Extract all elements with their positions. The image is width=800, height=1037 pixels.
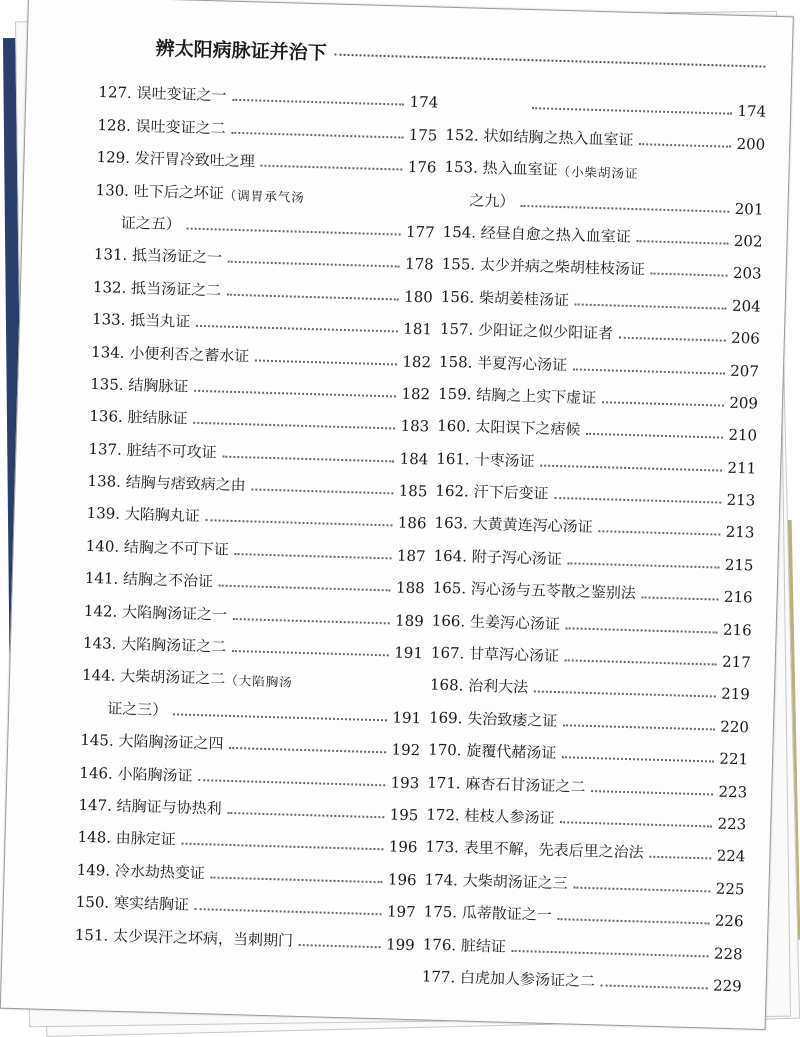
leader-dots: [599, 531, 721, 536]
toc-entry-title: 153. 热入血室证: [444, 157, 558, 180]
toc-entry-title: 133. 抵当丸证: [91, 310, 191, 331]
leader-dots: [554, 497, 721, 504]
toc-entry-title: 144. 大柴胡汤证之二: [81, 666, 226, 689]
leader-dots: [228, 261, 400, 268]
toc-column-right: [422, 80, 767, 996]
toc-entry-title: 175. 瓜蒂散证之一: [423, 902, 553, 925]
leader-dots: [193, 422, 395, 430]
toc-entry-title: 149. 冷水劫热变证: [76, 860, 206, 883]
leader-dots: [562, 756, 714, 762]
toc-entry-title: 136. 脏结脉证: [89, 407, 188, 428]
leader-dots: [232, 99, 404, 106]
toc-entry-page: 204: [731, 296, 761, 316]
leader-dots: [211, 876, 383, 883]
leader-dots: [642, 597, 719, 601]
toc-entry-page: 216: [722, 620, 752, 640]
leader-dots: [335, 54, 766, 68]
toc-entry-title: 155. 太少并病之柴胡桂枝汤证: [441, 255, 646, 279]
leader-dots: [198, 779, 385, 786]
toc-entry-title: 154. 经昼自愈之热入血室证: [442, 222, 632, 246]
toc-entry-title: 130. 吐下后之坏证: [95, 180, 225, 203]
section-heading-row: [155, 34, 766, 78]
leader-dots: [228, 812, 385, 818]
leader-dots: [196, 325, 398, 333]
toc-entry-title: 135. 结胸脉证: [90, 374, 189, 396]
leader-dots: [229, 747, 386, 753]
leader-dots: [173, 713, 387, 721]
leader-dots: [227, 293, 399, 300]
toc-entry-page: 199: [385, 934, 416, 954]
toc-entry-title: 177. 白虎加人参汤证之二: [421, 967, 596, 991]
leader-dots: [639, 143, 731, 148]
leader-dots: [187, 227, 401, 235]
toc-entry-title: 139. 大陷胸丸证: [86, 504, 201, 526]
toc-entry-title: 168. 治利大法: [429, 675, 529, 697]
leader-dots: [565, 659, 717, 665]
toc-entry-title: 176. 脏结证: [422, 934, 507, 956]
leader-dots: [566, 627, 718, 633]
leader-dots: [252, 489, 394, 495]
leader-dots: [233, 618, 390, 624]
toc-entry-note: （大陷胸汤: [225, 673, 293, 691]
toc-entry-page: 192: [391, 740, 421, 760]
toc-entry-page: 203: [732, 264, 762, 283]
toc-entry-page: 202: [733, 231, 763, 251]
toc-entry-title: 131. 抵当汤证之一: [93, 245, 223, 267]
toc-entry-page: 211: [727, 458, 757, 478]
toc-entry-title: 138. 结胸与痞致病之由: [87, 471, 246, 495]
toc-entry-title: 148. 由脉定证: [77, 828, 177, 849]
toc-entry-title: 146. 小陷胸汤证: [79, 763, 193, 785]
section-heading: 辨太阳病脉证并治下: [155, 37, 327, 65]
leader-dots: [602, 401, 724, 406]
toc-entry-page: 186: [397, 514, 427, 533]
leader-dots: [574, 886, 711, 892]
toc-entry-page: 182: [401, 384, 431, 404]
toc-entry-page: 177: [405, 222, 435, 242]
leader-dots: [558, 918, 710, 924]
toc-entry-page: 184: [399, 449, 429, 469]
toc-entry-title: 151. 太少误汗之坏病，当刺期门: [74, 925, 294, 950]
leader-dots: [534, 691, 716, 698]
toc-entry-page: 217: [721, 652, 752, 672]
toc-entry-title: 127. 误吐变证之一: [98, 83, 227, 105]
toc-entry-page: 207: [730, 361, 760, 381]
toc-entry-title: 150. 寒实结胸证: [75, 892, 190, 915]
leader-dots: [532, 108, 732, 116]
toc-entry-page: 200: [736, 134, 766, 154]
leader-dots: [195, 908, 382, 915]
leader-dots: [255, 359, 397, 365]
toc-entry-title: 147. 结胸证与协热利: [78, 795, 222, 818]
toc-entry-title: 173. 表里不解，先表后里之治法: [425, 837, 644, 862]
leader-dots: [182, 843, 384, 851]
toc-entry-page: 225: [715, 879, 745, 899]
toc-entry-title: 172. 桂枝人参汤证: [426, 805, 555, 828]
leader-dots: [540, 464, 722, 471]
leader-dots: [591, 790, 713, 795]
toc-entry-title: 163. 大黄黄连泻心汤证: [434, 514, 593, 537]
toc-entry-note: （调胃承气汤: [223, 187, 305, 205]
toc-entry-page: 215: [724, 555, 754, 575]
toc-entry-page: 197: [386, 902, 416, 922]
toc-entry-title: 174. 大柴胡汤证之三: [424, 870, 568, 893]
leader-dots: [232, 132, 404, 139]
toc-entry-title: 129. 发汗胃冷致吐之理: [96, 148, 255, 171]
leader-dots: [619, 337, 726, 342]
toc-entry-page: 219: [720, 685, 751, 704]
toc-entry-page: 187: [396, 546, 426, 566]
leader-dots: [575, 303, 727, 309]
leader-dots: [649, 856, 711, 860]
leader-dots: [651, 273, 728, 277]
leader-dots: [194, 390, 396, 398]
leader-dots: [568, 562, 720, 568]
toc-column-left: [75, 70, 439, 954]
toc-entry-page: 216: [723, 587, 753, 607]
toc-entry-page: 213: [725, 523, 755, 542]
toc-entry-title: 141. 结胸之不治证: [84, 569, 214, 591]
toc-entry-title: 161. 十枣汤证: [436, 449, 535, 471]
toc-entry-title: 170. 旋覆代赭汤证: [427, 740, 557, 763]
toc-entry-page: 191: [392, 708, 422, 728]
toc-entry-page: 196: [388, 837, 418, 857]
toc-entry-page: 206: [730, 328, 761, 348]
toc-entry-page: 193: [390, 773, 420, 792]
leader-dots: [573, 368, 725, 374]
leader-dots: [232, 650, 389, 656]
leader-dots: [235, 553, 392, 559]
toc-entry-title: 145. 大陷胸汤证之四: [80, 730, 224, 753]
toc-entry-title: 158. 半夏泻心汤证: [438, 352, 568, 374]
toc-entry-title: 166. 生姜泻心汤证: [431, 611, 561, 633]
leader-dots: [563, 724, 715, 730]
leader-dots: [206, 520, 393, 527]
toc-entry-page: 180: [403, 287, 434, 307]
leader-dots: [299, 944, 381, 948]
toc-entry-page: 175: [408, 125, 438, 145]
toc-entry-title: 132. 抵当汤证之二: [92, 277, 222, 300]
toc-entry-title: 159. 结胸之上实下虚证: [437, 384, 597, 407]
toc-entry-page: 228: [713, 944, 743, 963]
toc-entry-page: 223: [717, 814, 747, 834]
toc-entry-page: 181: [403, 319, 433, 339]
toc-entry-page: 174: [409, 93, 439, 112]
toc-entry-page: 196: [387, 870, 417, 889]
toc-entry-title: 164. 附子泻心汤证: [433, 546, 563, 569]
toc-entry-page: 191: [394, 643, 424, 663]
toc-entry-title: 162. 汗下后变证: [435, 481, 549, 503]
toc-entry-page: 195: [389, 805, 419, 825]
toc-entry-title: 142. 大陷胸汤证之一: [83, 601, 228, 624]
toc-entry-note: （小柴胡汤证: [557, 164, 639, 182]
toc-entry-page: 220: [720, 717, 750, 737]
toc-entry-page: 189: [394, 611, 425, 630]
toc-entry-page: 229: [712, 976, 742, 996]
leader-dots: [520, 204, 729, 212]
toc-entry-page: 221: [719, 749, 749, 769]
toc-entry-page: 178: [404, 255, 434, 274]
toc-entry-page: 226: [714, 911, 744, 931]
toc-entry-page: 183: [400, 416, 430, 436]
toc-entry-title: 137. 脏结不可攻证: [88, 439, 217, 462]
toc-entry-page: 188: [395, 578, 425, 598]
toc-entry-title: 证之五）: [120, 213, 182, 234]
toc-entry-page: 213: [726, 490, 756, 510]
leader-dots: [637, 240, 729, 245]
toc-entry-page: 209: [729, 393, 759, 413]
toc-entry-title: 156. 柴胡姜桂汤证: [440, 287, 570, 309]
toc-entry-title: 128. 误吐变证之二: [97, 115, 226, 138]
toc-entry-page: 182: [402, 352, 432, 371]
toc-entry-title: 140. 结胸之不可下证: [85, 536, 230, 559]
toc-entry-title: 134. 小便利否之蓄水证: [90, 342, 250, 365]
toc-entry-title: 152. 状如结胸之热入血室证: [445, 125, 634, 149]
leader-dots: [222, 455, 394, 462]
toc-entry-title: 165. 泻心汤与五苓散之鉴别法: [432, 578, 637, 603]
leader-dots: [560, 821, 712, 827]
leader-dots: [601, 984, 708, 989]
toc-entry-title: 157. 少阳证之似少阳证者: [439, 319, 614, 343]
toc-entry-title: 160. 太阳误下之痞候: [436, 416, 581, 439]
leader-dots: [586, 433, 723, 439]
toc-entry-page: 210: [728, 426, 758, 445]
toc-entry-page: 201: [734, 199, 764, 219]
toc-entry-page: 224: [716, 846, 746, 866]
toc-entry-title: 169. 失治致痿之证: [428, 708, 558, 730]
toc-entry-title: 143. 大陷胸汤证之二: [82, 633, 227, 656]
toc-entry-title: 171. 麻杏石甘汤证之二: [427, 773, 586, 796]
toc-entry-page: 223: [718, 782, 748, 802]
toc-entry-page: 185: [398, 481, 428, 501]
toc-entry-page: 176: [407, 157, 437, 177]
leader-dots: [512, 949, 709, 957]
toc-entry-title: 证之三）: [106, 699, 168, 719]
leader-dots: [261, 165, 403, 171]
toc-entry-title: 之九）: [469, 190, 515, 211]
leader-dots: [219, 585, 391, 592]
toc-entry-page: 174: [737, 102, 767, 122]
toc-entry-title: 167. 甘草泻心汤证: [430, 643, 560, 666]
